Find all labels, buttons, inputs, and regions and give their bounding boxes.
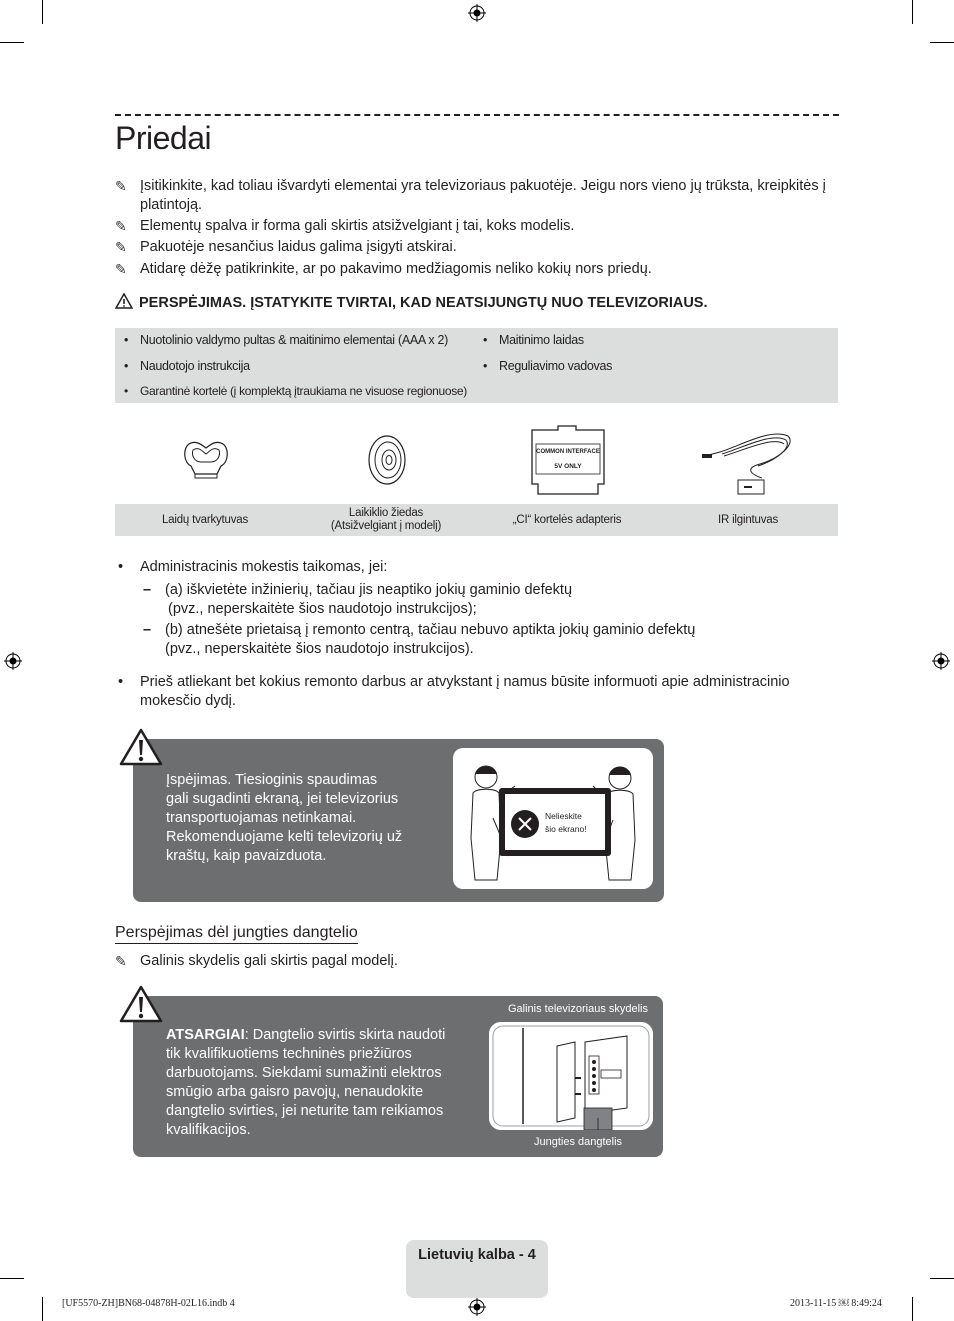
admin-dash-b: – (b) atnešėte prietaisą į remonto centrą, tačiau nebuvo aptikta jokių gaminio defektų (pvz., neperskaitėte šios naudotojo instrukcijos).	[165, 621, 695, 659]
accessory-images	[115, 404, 838, 504]
admin-bullet: • Prieš atliekant bet kokius remonto darbus ar atvykstant į namus būsite informuoti apie administracinio mokesčio dydį.	[140, 673, 790, 711]
caution-triangle-icon	[119, 728, 163, 766]
list-item: • Garantinė kortelė (į komplektą įtraukiama ne visuose regionuose)	[140, 384, 467, 398]
caution-text: ATSARGIAI: Dangtelio svirtis skirta naudoti tik kvalifikuotiems techninės priežiūros darbuotojams. Siekdami sumažinti elektros smūgio arba gaisro pavojų, nenaudokite dangtelio svirties, jei neturite tam reikiamos kvalifikacijos.	[166, 1027, 446, 1138]
section-title: Perspėjimas dėl jungties dangtelio	[115, 924, 358, 944]
crop-mark	[912, 0, 913, 24]
pencil-icon: ✎	[115, 178, 127, 194]
registration-mark-icon	[468, 4, 486, 22]
footer-file-info: [UF5570-ZH]BN68-04878H-02L16.indb 4	[62, 1298, 235, 1309]
caption-cable-holder: Laidų tvarkytuvas	[161, 513, 249, 526]
svg-text:5V ONLY: 5V ONLY	[554, 463, 582, 470]
caution-triangle-icon	[119, 985, 163, 1023]
list-item: • Reguliavimo vadovas	[499, 359, 612, 373]
list-item: • Maitinimo laidas	[499, 333, 584, 347]
warning-triangle-icon	[115, 293, 133, 309]
title-rule	[115, 114, 839, 116]
note-item: ✎ Pakuotėje nesančius laidus galima įsigyti atskirai.	[115, 239, 457, 255]
svg-text:šio ekrano!: šio ekrano!	[545, 824, 587, 834]
admin-bullet: • Administracinis mokestis taikomas, jei:	[140, 558, 387, 577]
crop-mark	[42, 0, 43, 24]
registration-mark-icon	[932, 652, 950, 670]
admin-dash-a: – (a) iškvietėte inžinierių, tačiau jis neaptiko jokių gaminio defektų (pvz., neperskaitėte šios naudotojo instrukcijos);	[165, 581, 572, 619]
crop-mark	[912, 1297, 913, 1321]
tv-lifting-illustration	[453, 748, 653, 889]
note-item: ✎ Galinis skydelis gali skirtis pagal modelį.	[115, 953, 398, 969]
caution-text: Įspėjimas. Tiesioginis spaudimas gali sugadinti ekraną, jei televizorius transportuojamas netinkamai. Rekomenduojame kelti televizorių už kraštų, kaip pavaizduota.	[166, 772, 403, 864]
crop-mark	[0, 1278, 24, 1279]
crop-mark	[930, 42, 954, 43]
caution-box	[133, 739, 664, 902]
accessories-list	[115, 328, 838, 403]
note-item: ✎ Įsitikinkite, kad toliau išvardyti elementai yra televizoriaus pakuotėje. Jeigu nors vieno jų trūksta, kreipkitės į platintoją.	[115, 178, 826, 213]
caution-box	[133, 996, 663, 1157]
tv-rear-panel-icon	[489, 1022, 653, 1130]
people-carrying-tv-icon	[453, 748, 653, 889]
list-item: • Nuotolinio valdymo pultas & maitinimo elementai (AAA x 2)	[140, 333, 448, 347]
pencil-icon: ✎	[115, 239, 127, 255]
crop-mark	[42, 1297, 43, 1321]
ir-extender-icon	[700, 418, 795, 498]
rear-panel-illustration	[489, 1022, 653, 1130]
warning-line: PERSPĖJIMAS. ĮSTATYKITE TVIRTAI, KAD NEATSIJUNGTŲ NUO TELEVIZORIAUS.	[115, 293, 708, 311]
footer-timestamp: 2013-11-15 ￼ 8:49:24	[790, 1298, 882, 1309]
page-number-box	[406, 1240, 548, 1298]
caption-ci-card-adapter: „CI“ kortelės adapteris	[512, 513, 622, 526]
rear-panel-label: Galinis televizoriaus skydelis	[508, 1003, 648, 1015]
registration-mark-icon	[468, 1298, 486, 1316]
page-title: Priedai	[115, 120, 212, 156]
cable-holder-icon	[181, 434, 231, 482]
svg-text:COMMON INTERFACE: COMMON INTERFACE	[536, 449, 600, 455]
registration-mark-icon	[4, 652, 22, 670]
crop-mark	[0, 42, 24, 43]
caption-ir-extender: IR ilgintuvas	[717, 513, 779, 526]
connector-cover-label: Jungties dangtelis	[533, 1136, 623, 1148]
pencil-icon: ✎	[115, 261, 127, 277]
page-number: Lietuvių kalba - 4	[418, 1247, 536, 1263]
caption-holder-ring: Laikiklio žiedas (Atsižvelgiant į modelį)	[330, 507, 442, 532]
note-item: ✎ Elementų spalva ir forma gali skirtis atsižvelgiant į tai, koks modelis.	[115, 218, 575, 234]
list-item: • Naudotojo instrukcija	[140, 359, 250, 373]
pencil-icon: ✎	[115, 953, 127, 969]
holder-ring-icon	[364, 434, 410, 486]
accessory-captions	[115, 504, 838, 536]
crop-mark	[930, 1278, 954, 1279]
ci-card-adapter-icon	[528, 424, 608, 498]
svg-text:Nelieskite: Nelieskite	[545, 811, 582, 821]
pencil-icon: ✎	[115, 218, 127, 234]
note-item: ✎ Atidarę dėžę patikrinkite, ar po pakavimo medžiagomis neliko kokių nors priedų.	[115, 261, 652, 277]
